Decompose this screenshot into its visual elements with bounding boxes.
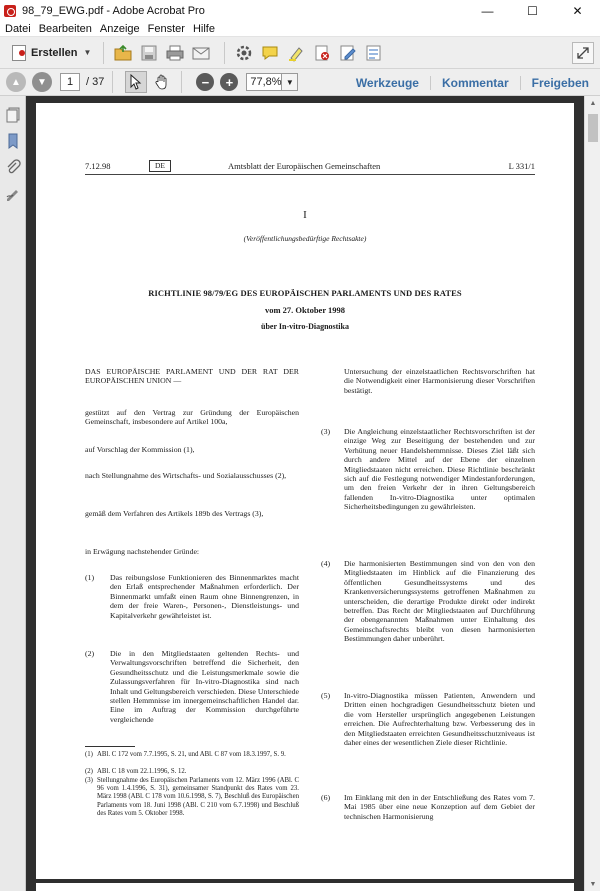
- item-text: Die harmonisierten Bestimmungen sind von den von den Mitgliedstaaten im Hinblick auf die Finanzierung des öffentlichen Gesundheitssystems und des Krankenversicherungssystems getroffenen Maßnahmen zu unterscheiden, die derartige Produkte direkt oder indirekt betreffen. Das Recht der Mitgliedstaaten auf Durchführung der obengenannten Maßnahmen unter Einhaltung des Gemeinschaftsrechts bleibt von diesen harmonisierten Bestimmungen daher unberührt.: [344, 559, 535, 644]
- item-number: (5): [321, 691, 331, 700]
- create-label: Erstellen: [31, 46, 78, 59]
- menu-datei[interactable]: Datei: [5, 22, 31, 35]
- create-pdf-icon: [12, 45, 26, 61]
- menu-bearbeiten[interactable]: Bearbeiten: [38, 22, 92, 35]
- toolbar-divider: [224, 42, 225, 64]
- item-text: Die in den Mitgliedstaaten geltenden Rechts- und Verwaltungsvorschriften betreffend die Sicherheit, den Gesundheitsschutz und die Leistungsmerkmale sowie die Zulassungsverfahren für In-vitro-Diagnostika sind nach Inhalt und Geltungsbereich verschieden. Diese Unterschiede stellen Hemmnisse im innergemeinschaftlichen Handel dar. Eine im Auftrag der Kommission durchgeführte vergleichende: [110, 649, 299, 724]
- comment-icon[interactable]: [259, 42, 281, 64]
- toolbar-divider: [181, 71, 182, 93]
- header-date: 7.12.98: [85, 161, 111, 171]
- vertical-scrollbar[interactable]: [584, 96, 600, 891]
- item-text: Im Einklang mit den in der Entschließung des Rates vom 7. Mai 1985 über eine neue Konzeption auf dem Gebiet der technischen Harmonisierung: [344, 793, 535, 821]
- acrobat-app-icon: [4, 5, 16, 17]
- recital-committee: nach Stellungnahme des Wirtschafts- und Sozialausschusses (2),: [85, 471, 287, 480]
- panel-tabs: [345, 69, 600, 96]
- open-folder-icon[interactable]: [112, 42, 134, 64]
- title-bar: [0, 0, 600, 21]
- arrow-down-icon: ▼: [37, 76, 47, 88]
- settings-icon[interactable]: [233, 42, 255, 64]
- right-column: [321, 367, 535, 877]
- page-total: / 37: [86, 76, 105, 88]
- arrow-up-icon: ▲: [11, 76, 21, 88]
- create-button[interactable]: [8, 42, 95, 64]
- recital-procedure: gemäß dem Verfahren des Artikels 189b des Vertrags (3),: [85, 509, 264, 518]
- footnote-rule: [85, 746, 135, 747]
- toolbar-divider: [112, 71, 113, 93]
- zoom-dropdown-button[interactable]: [282, 73, 298, 91]
- header-rule: [85, 174, 535, 175]
- attachments-icon[interactable]: [4, 158, 22, 176]
- form-icon[interactable]: [363, 42, 385, 64]
- zoom-out-button[interactable]: −: [196, 73, 214, 91]
- bookmarks-icon[interactable]: [4, 132, 22, 150]
- recital-treaty: gestützt auf den Vertrag zur Gründung der Europäischen Gemeinschaft, insbesondere auf Artikel 100a,: [85, 408, 299, 427]
- window-controls: [465, 0, 600, 21]
- preamble-intro: DAS EUROPÄISCHE PARLAMENT UND DER RAT DER EUROPÄISCHEN UNION —: [85, 367, 299, 386]
- highlight-icon[interactable]: [285, 42, 307, 64]
- header-reference: L 331/1: [508, 161, 535, 171]
- document-viewport[interactable]: [26, 96, 600, 891]
- directive-title: RICHTLINIE 98/79/EG DES EUROPÄISCHEN PARLAMENTS UND DES RATES: [148, 288, 462, 298]
- publication-note: (Veröffentlichungsbedürftige Rechtsakte): [243, 234, 367, 243]
- item-number: (3): [321, 427, 331, 436]
- tab-werkzeuge[interactable]: Werkzeuge: [355, 75, 419, 90]
- select-tool-button[interactable]: [125, 71, 147, 93]
- toolbar-divider: [103, 42, 104, 64]
- page-thumbnails-icon[interactable]: [4, 106, 22, 124]
- signatures-icon[interactable]: [4, 184, 22, 202]
- item-text: Die Angleichung einzelstaatlicher Rechtsvorschriften ist der einzige Weg zur Beseitigung der bestehenden und zur Verhütung neuer Handelshemmnisse. Dieses Ziel läßt sich durch andere Mittel auf der Ebene der einzelnen Mitgliedstaaten nicht erreichen. Diese Richtlinie beschränkt sich auf die Festlegung notwendiger Mindestanforderungen, um den freien Verkehr der in ihren Geltungsbereich fallenden In-vitro-Diagnostika unter optimalen Sicherheitsbedingungen zu gewährleisten.: [344, 427, 535, 512]
- item-number: (1): [85, 573, 95, 582]
- close-button[interactable]: ✕: [572, 3, 583, 18]
- page-header: [85, 161, 535, 173]
- item-number: (4): [321, 559, 331, 568]
- zoom-level-field[interactable]: 77,8%: [246, 73, 282, 91]
- hand-tool-button[interactable]: [151, 71, 173, 93]
- left-column: [85, 367, 299, 747]
- item-text: Das reibungslose Funktionieren des Binnenmarktes macht den Erlaß entsprechender Maßnahmen erforderlich. Der Binnenmarkt umfaßt einen Raum ohne Binnengrenzen, in dem der freie Waren-, Personen-, Dienstleistungs- und Kapitalverkehr gewährleistet ist.: [110, 573, 299, 620]
- page-number-input[interactable]: 1: [60, 73, 80, 91]
- menu-hilfe[interactable]: Hilfe: [192, 22, 215, 35]
- header-language-box: DE: [149, 160, 171, 172]
- section-numeral: I: [303, 209, 307, 221]
- expand-view-button[interactable]: [572, 42, 594, 64]
- recital-considerations: in Erwägung nachstehender Gründe:: [85, 547, 200, 556]
- footnote-text: ABl. C 172 vom 7.7.1995, S. 21, und ABl. C 87 vom 18.3.1997, S. 9.: [97, 751, 286, 758]
- item-number: (6): [321, 793, 331, 802]
- next-page-button[interactable]: [32, 72, 52, 92]
- print-icon[interactable]: [164, 42, 186, 64]
- pdf-page: [36, 103, 574, 879]
- scrollbar-thumb[interactable]: [588, 114, 598, 142]
- continuation-text: Untersuchung der einzelstaatlichen Rechtsvorschriften hat die Notwendigkeit einer Harmonisierung dieser Vorschriften bestätigt.: [344, 367, 535, 395]
- menu-anzeige[interactable]: Anzeige: [99, 22, 140, 35]
- minimize-button[interactable]: —: [481, 3, 494, 18]
- cursor-arrow-icon: [129, 74, 143, 90]
- footnote-number: (1): [85, 751, 93, 758]
- next-page-edge: [36, 883, 574, 891]
- maximize-button[interactable]: ☐: [527, 3, 538, 18]
- item-number: (2): [85, 649, 95, 658]
- chevron-down-icon: ▼: [83, 48, 92, 57]
- previous-page-button[interactable]: [6, 72, 26, 92]
- directive-subject: über In-vitro-Diagnostika: [261, 322, 349, 331]
- footnote-1: [85, 751, 299, 769]
- save-icon[interactable]: [138, 42, 160, 64]
- header-journal: Amtsblatt der Europäischen Gemeinschaften: [228, 161, 381, 171]
- zoom-in-button[interactable]: +: [220, 73, 238, 91]
- attach-file-icon[interactable]: [311, 42, 333, 64]
- footnote-3: [85, 777, 299, 827]
- scroll-down-arrow-icon[interactable]: ▼: [589, 880, 597, 888]
- recital-commission: auf Vorschlag der Kommission (1),: [85, 445, 195, 454]
- item-text: In-vitro-Diagnostika müssen Patienten, Anwendern und Dritten einen hochgradigen Gesundheitsschutz bieten und die vom Hersteller ursprünglich angegebenen Leistungen erreichen. Die Aufrechterhaltung bzw. Verbesserung des in den Mitgliedstaaten erreichten Gesundheitsschutzniveaus ist daher eines der wesentlichen Ziele dieser Richtlinie.: [344, 691, 535, 748]
- directive-date: vom 27. Oktober 1998: [264, 305, 346, 315]
- footnote-number: (2): [85, 768, 93, 775]
- tab-kommentar[interactable]: Kommentar: [430, 76, 520, 90]
- footnote-number: (3): [85, 777, 93, 784]
- footnote-text: Stellungnahme des Europäischen Parlaments vom 12. März 1996 (ABl. C 96 vom 1.4.1996, S. 31), gemeinsamer Standpunkt des Rates vom 23. März 1998 (ABl. C 178 vom 10.6.1998, S. 7), Beschluß des Europäischen Parlaments vom 18. Juni 1998 (ABl. C 210 vom 6.7.1998) und Beschluß des Rates vom 5. Oktober 1998.: [97, 777, 299, 817]
- sign-icon[interactable]: [337, 42, 359, 64]
- navigation-toolbar: [0, 69, 600, 96]
- email-icon[interactable]: [190, 42, 212, 64]
- menu-fenster[interactable]: Fenster: [147, 22, 185, 35]
- tab-freigeben[interactable]: Freigeben: [520, 76, 600, 90]
- footnote-text: ABl. C 18 vom 22.1.1996, S. 12.: [97, 768, 187, 775]
- hand-icon: [154, 74, 170, 90]
- main-toolbar: [0, 37, 600, 69]
- menu-bar: [0, 21, 600, 37]
- chevron-down-icon: ▼: [285, 77, 294, 87]
- scroll-up-arrow-icon[interactable]: ▲: [589, 99, 597, 107]
- left-navigation-pane: [0, 96, 26, 891]
- window-title: 98_79_EWG.pdf - Adobe Acrobat Pro: [22, 4, 205, 17]
- expand-icon: [577, 47, 589, 59]
